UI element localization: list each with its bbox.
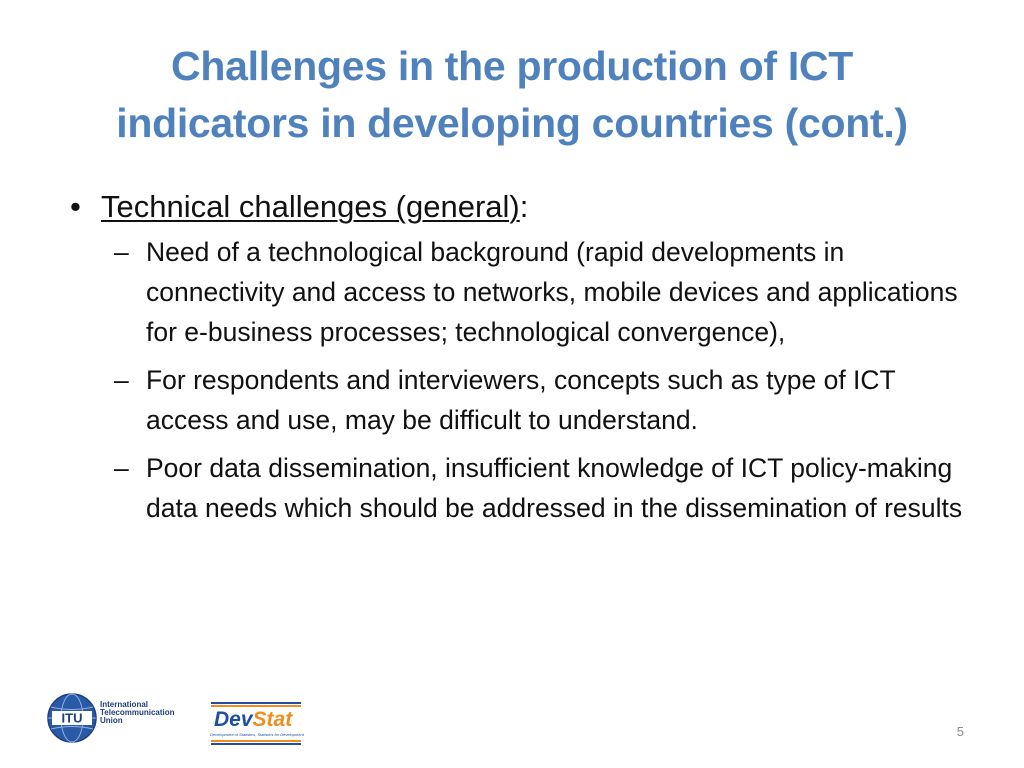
itu-logo-line: International bbox=[100, 700, 149, 709]
sub-bullet-list bbox=[70, 232, 970, 528]
devstat-bar bbox=[211, 702, 301, 704]
sub-bullet-marker: – bbox=[114, 365, 129, 395]
page-number: 5 bbox=[956, 724, 964, 739]
bullet-heading: Technical challenges (general) bbox=[101, 189, 520, 224]
devstat-bar bbox=[211, 705, 301, 707]
slide-body bbox=[70, 186, 970, 536]
slide-title-line-2: indicators in developing countries (cont.) bbox=[116, 100, 908, 146]
svg-text:ITU: ITU bbox=[61, 710, 83, 726]
slide-title bbox=[60, 38, 964, 152]
devstat-wordmark: DevStat bbox=[214, 708, 293, 731]
sub-bullet-respondents-concepts bbox=[70, 360, 970, 440]
devstat-bar bbox=[211, 743, 301, 745]
footer-logos bbox=[46, 692, 316, 756]
sub-bullet-marker: – bbox=[114, 237, 129, 267]
sub-bullet-text: Poor data dissemination, insufficient knowledge of ICT policy-making data needs which should be addressed in the dissemination of results bbox=[146, 453, 963, 523]
sub-bullet-marker: – bbox=[114, 453, 129, 483]
bullet-marker: • bbox=[70, 189, 81, 224]
itu-logo-text bbox=[100, 701, 175, 725]
itu-logo-line: Union bbox=[100, 716, 123, 725]
slide-title-line-1: Challenges in the production of ICT bbox=[171, 43, 853, 89]
bullet-technical-challenges bbox=[70, 186, 970, 228]
sub-bullet-technological-background bbox=[70, 232, 970, 352]
itu-logo-line: Telecommunication bbox=[100, 708, 175, 717]
devstat-tagline: Development of Statistics, Statistics for Development bbox=[210, 732, 304, 737]
sub-bullet-text: Need of a technological background (rapid developments in connectivity and access to networks, mobile devices and applications for e-business processes; technological convergence), bbox=[146, 237, 958, 347]
itu-globe-icon bbox=[46, 692, 98, 744]
bullet-heading-suffix: : bbox=[519, 189, 529, 224]
devstat-logo bbox=[206, 692, 306, 750]
sub-bullet-text: For respondents and interviewers, concepts such as type of ICT access and use, may be difficult to understand. bbox=[146, 365, 896, 435]
sub-bullet-poor-dissemination bbox=[70, 448, 970, 528]
devstat-bar bbox=[211, 740, 301, 742]
